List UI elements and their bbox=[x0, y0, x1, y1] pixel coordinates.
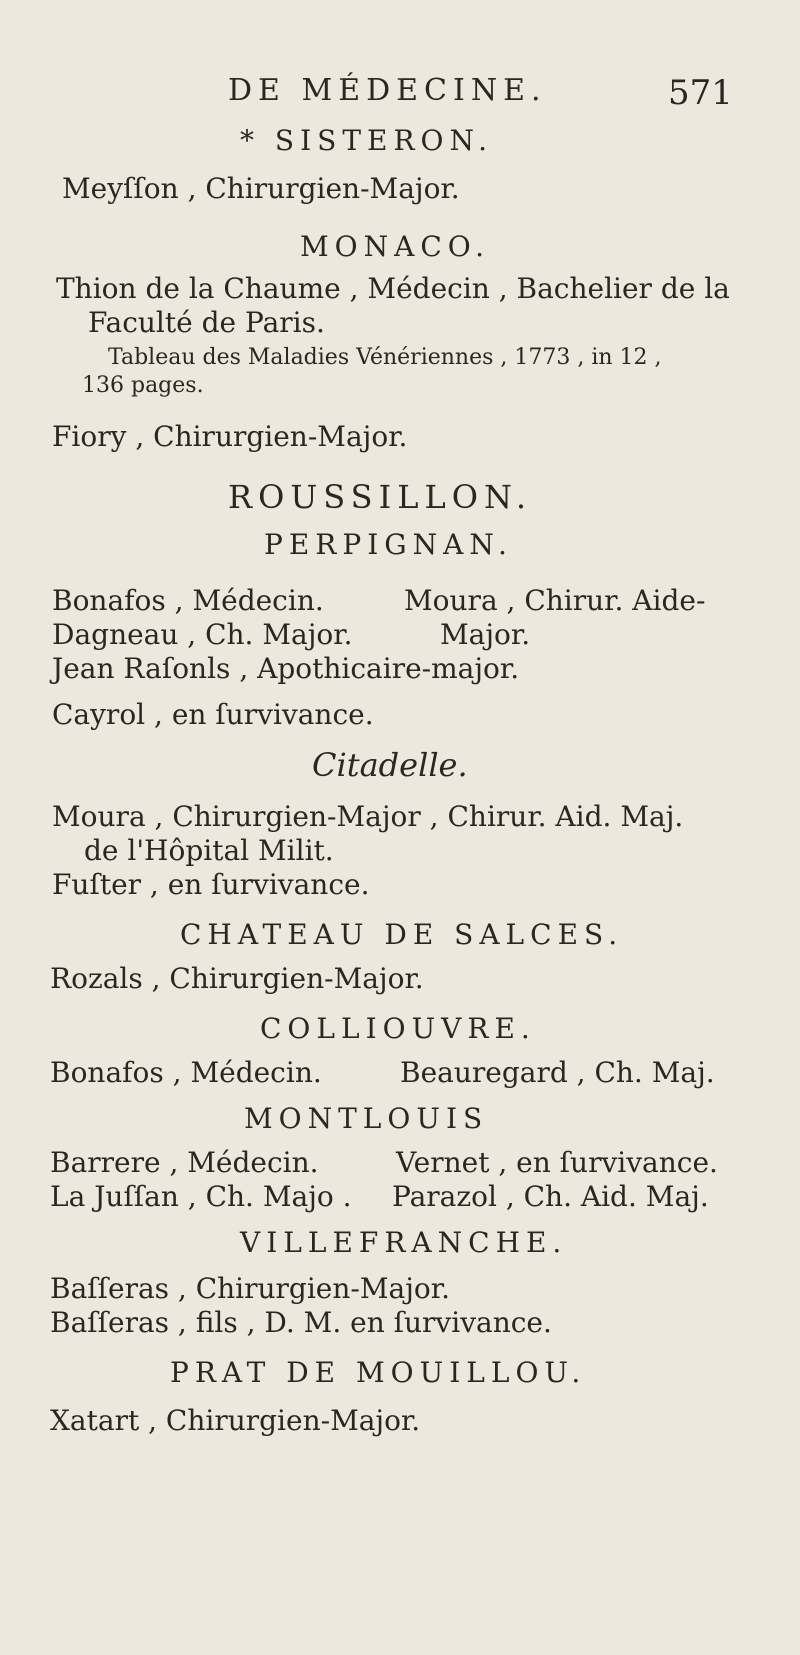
entry-vernet: Vernet , en ſurvivance. bbox=[396, 1146, 718, 1179]
section-title-roussillon: ROUSSILLON. bbox=[228, 478, 533, 516]
entry-moura-citadelle: Moura , Chirurgien-Major , Chirur. Aid. Maj. bbox=[52, 800, 684, 833]
entry-beauregard: Beauregard , Ch. Maj. bbox=[400, 1056, 715, 1089]
note-pages: 136 pages. bbox=[82, 373, 204, 398]
entry-moura-cont: Major. bbox=[440, 618, 531, 651]
entry-moura-citadelle-cont: de l'Hôpital Milit. bbox=[84, 834, 334, 867]
entry-fiory: Fiory , Chirurgien-Major. bbox=[52, 420, 408, 453]
entry-jean-rasonls: Jean Raſonls , Apothicaire-major. bbox=[52, 652, 520, 685]
section-title-perpignan: PERPIGNAN. bbox=[264, 528, 513, 561]
entry-basseras-fils: Baſſeras , fils , D. M. en ſurvivance. bbox=[50, 1306, 552, 1339]
entry-la-jussan: La Juſſan , Ch. Majo . bbox=[50, 1180, 352, 1213]
section-title-citadelle: Citadelle. bbox=[312, 746, 468, 784]
entry-barrere: Barrere , Médecin. bbox=[50, 1146, 319, 1179]
entry-parazol: Parazol , Ch. Aid. Maj. bbox=[392, 1180, 709, 1213]
entry-dagneau: Dagneau , Ch. Major. bbox=[52, 618, 353, 651]
section-title-sisteron: * SISTERON. bbox=[240, 124, 494, 157]
entry-xatart: Xatart , Chirurgien-Major. bbox=[50, 1404, 421, 1437]
entry-thion-cont: Faculté de Paris. bbox=[88, 306, 325, 339]
section-title-colliouvre: COLLIOUVRE. bbox=[260, 1012, 536, 1045]
entry-rozals: Rozals , Chirurgien-Major. bbox=[50, 962, 424, 995]
entry-bonafos: Bonafos , Médecin. bbox=[52, 584, 324, 617]
section-title-monaco: MONACO. bbox=[300, 230, 490, 263]
page-number: 571 bbox=[668, 73, 733, 113]
entry-moura: Moura , Chirur. Aide- bbox=[404, 584, 706, 617]
entry-bonafos-colliouvre: Bonafos , Médecin. bbox=[50, 1056, 322, 1089]
entry-fuster: Fuſter , en ſurvivance. bbox=[52, 868, 370, 901]
entry-basseras: Baſſeras , Chirurgien-Major. bbox=[50, 1272, 450, 1305]
running-head: DE MÉDECINE. bbox=[228, 73, 547, 108]
section-title-montlouis: MONTLOUIS bbox=[244, 1102, 489, 1135]
section-title-salces: CHATEAU DE SALCES. bbox=[180, 918, 624, 951]
section-title-prat: PRAT DE MOUILLOU. bbox=[170, 1356, 587, 1389]
entry-thion: Thion de la Chaume , Médecin , Bachelier de la bbox=[56, 272, 730, 305]
section-title-villefranche: VILLEFRANCHE. bbox=[240, 1226, 568, 1259]
entry-cayrol: Cayrol , en ſurvivance. bbox=[52, 698, 374, 731]
note-tableau: Tableau des Maladies Vénériennes , 1773 , in 12 , bbox=[108, 345, 662, 370]
entry-meysson: Meyſſon , Chirurgien-Major. bbox=[62, 172, 460, 205]
